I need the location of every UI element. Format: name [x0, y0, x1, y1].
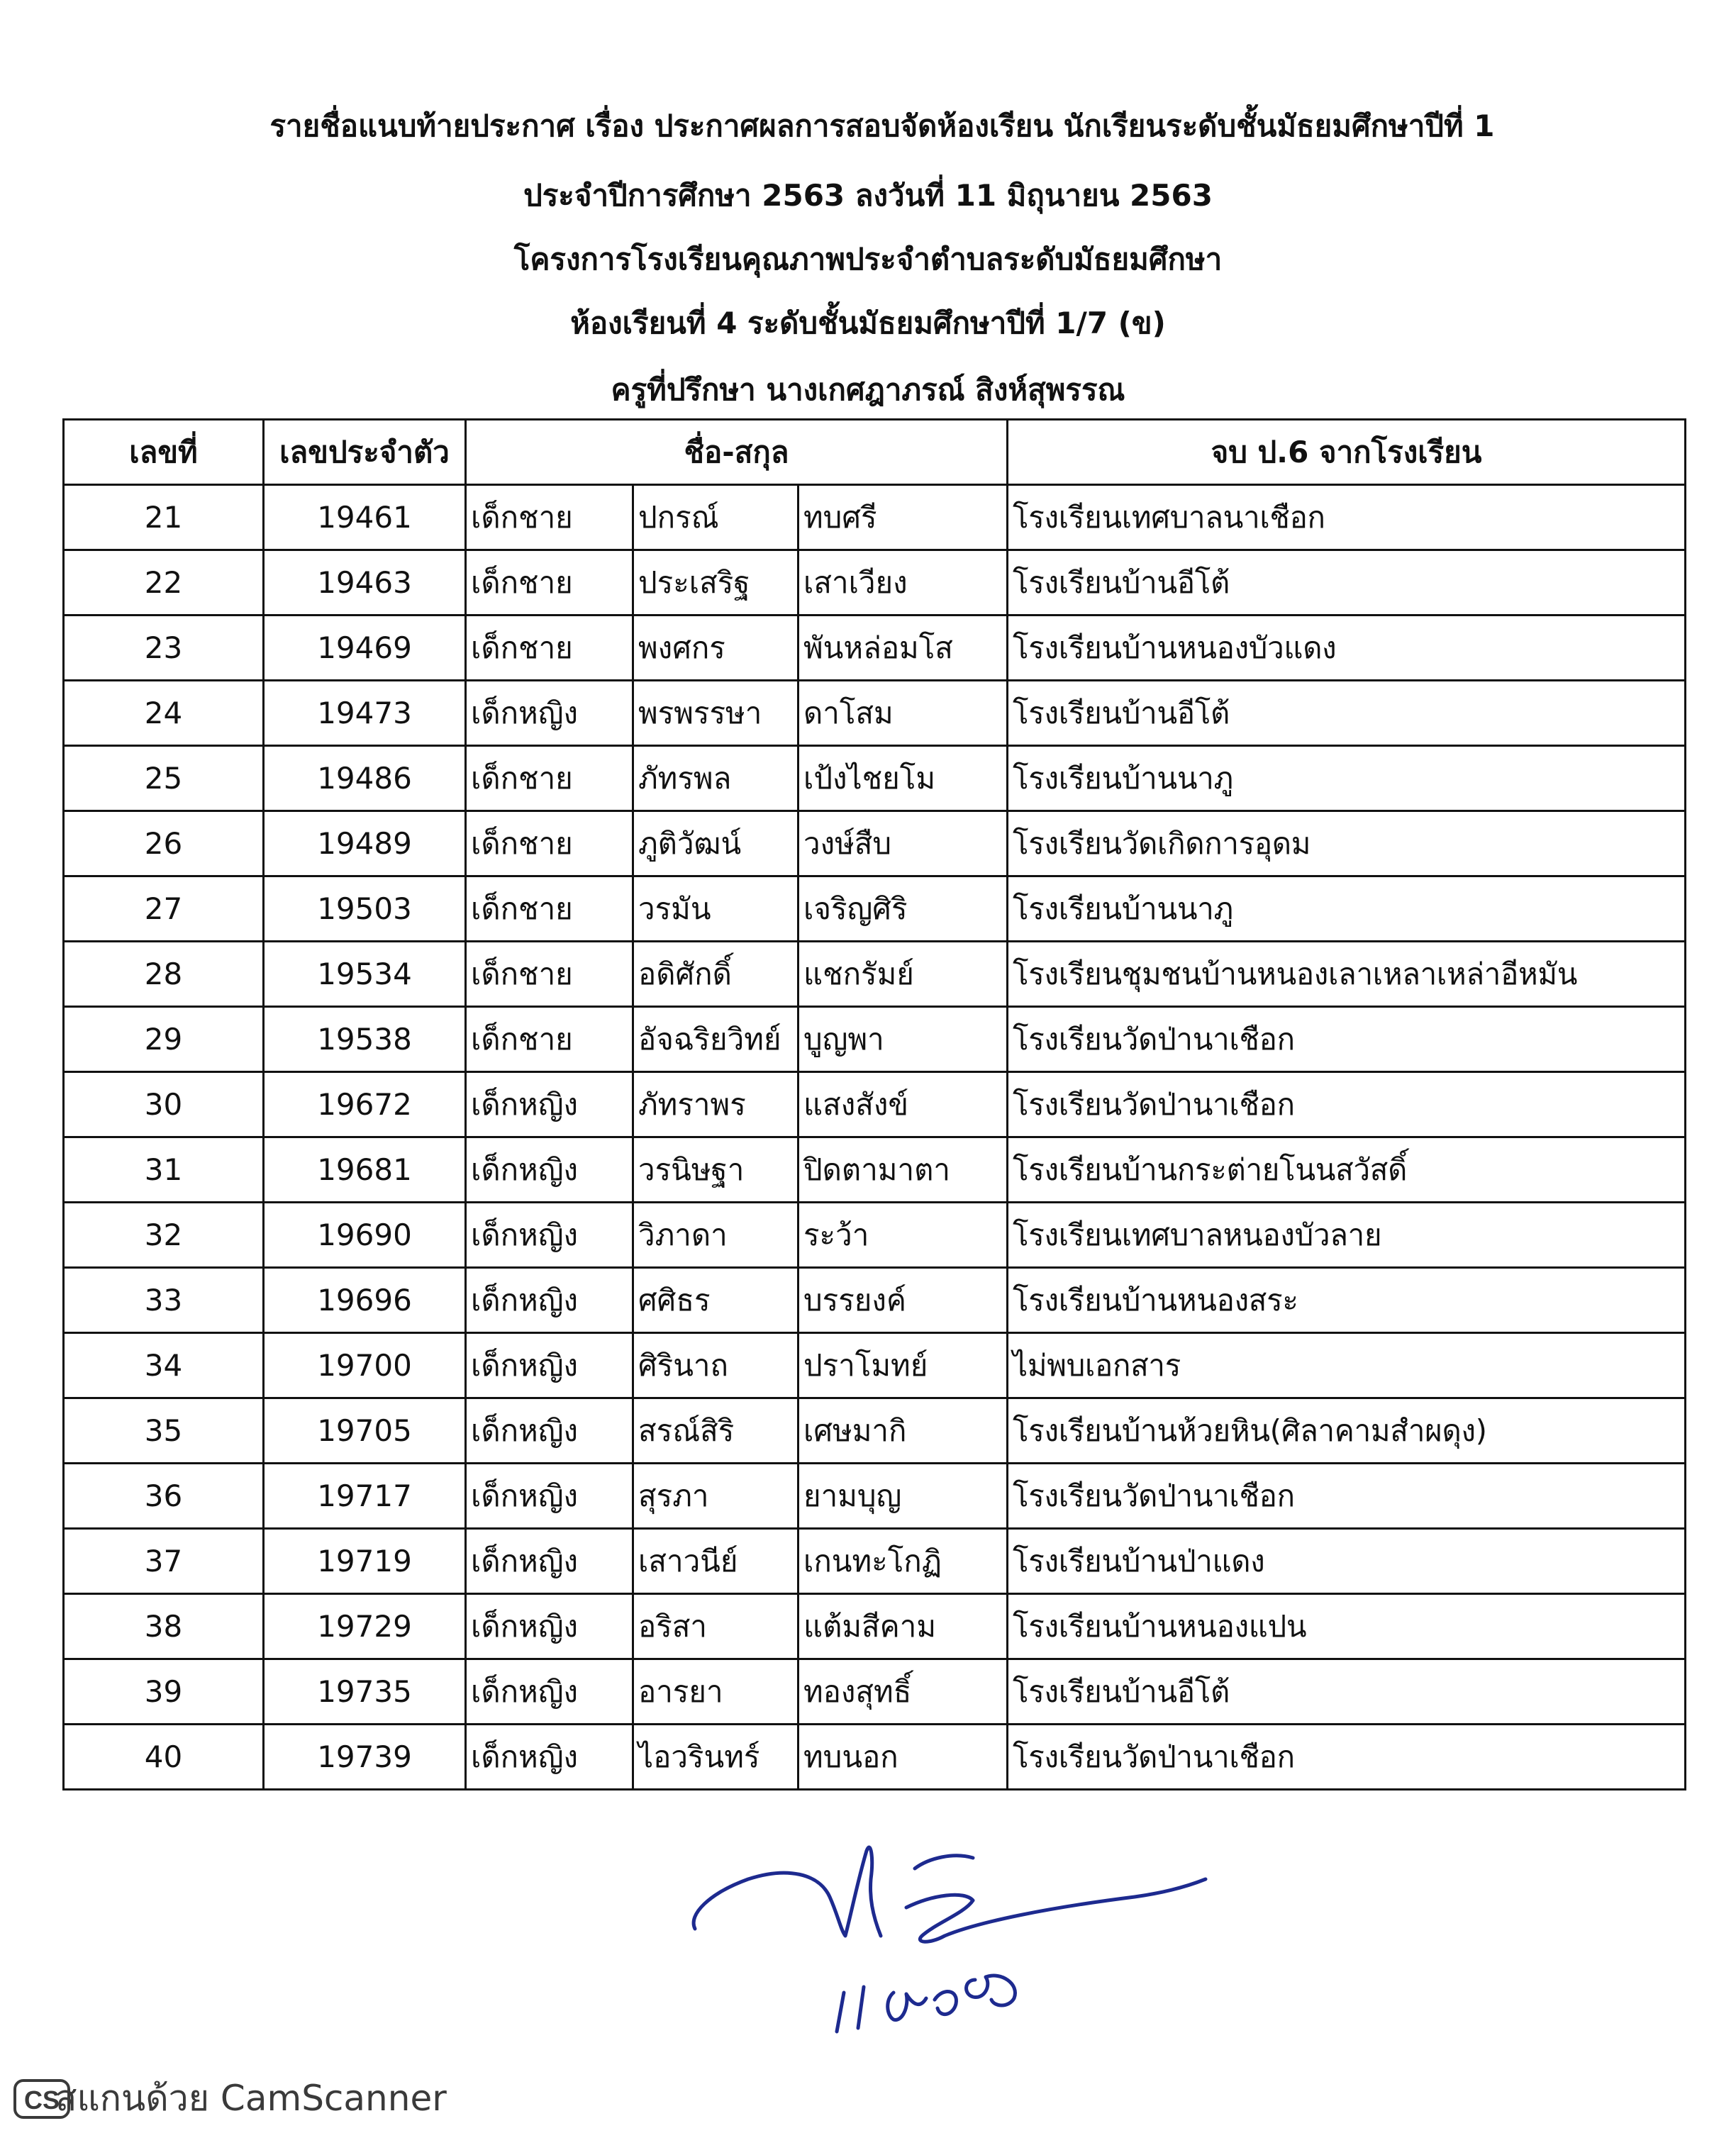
- cell-no: 28: [64, 942, 264, 1007]
- cell-title: เด็กหญิง: [466, 1398, 633, 1464]
- cell-title: เด็กหญิง: [466, 1333, 633, 1398]
- cell-student-id: 19473: [264, 681, 466, 746]
- table-row: [64, 1464, 1686, 1529]
- cell-no: 34: [64, 1333, 264, 1398]
- cell-school: โรงเรียนบ้านหนองสระ: [1008, 1268, 1686, 1333]
- cell-last-name: เศษมากิ: [799, 1398, 1008, 1464]
- cell-first-name: วรมัน: [633, 876, 799, 942]
- table-row: [64, 1203, 1686, 1268]
- cell-school: โรงเรียนชุมชนบ้านหนองเลาเหลาเหล่าอีหมัน: [1008, 942, 1686, 1007]
- cell-no: 31: [64, 1137, 264, 1203]
- cell-no: 23: [64, 616, 264, 681]
- cell-first-name: อัจฉริยวิทย์: [633, 1007, 799, 1072]
- cell-first-name: ภูติวัฒน์: [633, 811, 799, 876]
- cell-student-id: 19696: [264, 1268, 466, 1333]
- cell-first-name: พงศกร: [633, 616, 799, 681]
- cell-student-id: 19717: [264, 1464, 466, 1529]
- cell-title: เด็กชาย: [466, 1007, 633, 1072]
- cell-no: 29: [64, 1007, 264, 1072]
- table-row: [64, 1594, 1686, 1659]
- cell-last-name: ดาโสม: [799, 681, 1008, 746]
- cell-school: โรงเรียนบ้านอีโต้: [1008, 681, 1686, 746]
- cell-no: 32: [64, 1203, 264, 1268]
- cell-first-name: สุรภา: [633, 1464, 799, 1529]
- col-header-no: เลขที่: [64, 420, 264, 485]
- cell-title: เด็กหญิง: [466, 1268, 633, 1333]
- table-header-row: [64, 420, 1686, 485]
- cell-student-id: 19534: [264, 942, 466, 1007]
- cell-student-id: 19700: [264, 1333, 466, 1398]
- cell-last-name: แสงสังข์: [799, 1072, 1008, 1137]
- cell-school: โรงเรียนเทศบาลนาเชือก: [1008, 485, 1686, 550]
- cell-last-name: เกนทะโกฏิ: [799, 1529, 1008, 1594]
- cell-no: 40: [64, 1725, 264, 1790]
- table-row: [64, 1398, 1686, 1464]
- cell-last-name: บรรยงค์: [799, 1268, 1008, 1333]
- cell-no: 33: [64, 1268, 264, 1333]
- announcement-title: รายชื่อแนบท้ายประกาศ เรื่อง ประกาศผลการสอบจัดห้องเรียน นักเรียนระดับชั้นมัธยมศึกษาปีที่ 1: [269, 108, 1495, 143]
- cell-no: 35: [64, 1398, 264, 1464]
- cell-school: โรงเรียนวัดเกิดการอุดม: [1008, 811, 1686, 876]
- cell-last-name: บูญพา: [799, 1007, 1008, 1072]
- cell-school: โรงเรียนบ้านนาภู: [1008, 746, 1686, 811]
- col-header-name: ชื่อ-สกุล: [466, 420, 1008, 485]
- cell-no: 21: [64, 485, 264, 550]
- camscanner-watermark: สแกนด้วย CamScanner: [55, 2078, 447, 2119]
- cell-first-name: อริสา: [633, 1594, 799, 1659]
- cell-student-id: 19461: [264, 485, 466, 550]
- cell-school: โรงเรียนบ้านห้วยหิน(ศิลาคามสำผดุง): [1008, 1398, 1686, 1464]
- cell-school: โรงเรียนวัดป่านาเชือก: [1008, 1725, 1686, 1790]
- cell-student-id: 19469: [264, 616, 466, 681]
- cell-last-name: เสาเวียง: [799, 550, 1008, 616]
- cell-title: เด็กหญิง: [466, 1529, 633, 1594]
- cell-last-name: เป้งไชยโม: [799, 746, 1008, 811]
- table-row: [64, 811, 1686, 876]
- col-header-student-id: เลขประจำตัว: [264, 420, 466, 485]
- cell-first-name: ศศิธร: [633, 1268, 799, 1333]
- cell-title: เด็กหญิง: [466, 1464, 633, 1529]
- cell-title: เด็กหญิง: [466, 681, 633, 746]
- cell-title: เด็กหญิง: [466, 1137, 633, 1203]
- table-row: [64, 1659, 1686, 1725]
- cell-first-name: สรณ์สิริ: [633, 1398, 799, 1464]
- cell-first-name: วรนิษฐา: [633, 1137, 799, 1203]
- cell-student-id: 19538: [264, 1007, 466, 1072]
- cell-last-name: ทองสุทธิ์: [799, 1659, 1008, 1725]
- cell-last-name: วงษ์สืบ: [799, 811, 1008, 876]
- cell-first-name: อดิศักดิ์: [633, 942, 799, 1007]
- table-row: [64, 1268, 1686, 1333]
- svg-text:CS: CS: [23, 2085, 60, 2115]
- table-row: [64, 1137, 1686, 1203]
- cell-last-name: ทบนอก: [799, 1725, 1008, 1790]
- student-roster-table: [62, 418, 1686, 1791]
- cell-student-id: 19672: [264, 1072, 466, 1137]
- cell-student-id: 19463: [264, 550, 466, 616]
- table-row: [64, 485, 1686, 550]
- cell-student-id: 19503: [264, 876, 466, 942]
- cell-school: โรงเรียนบ้านนาภู: [1008, 876, 1686, 942]
- cell-no: 39: [64, 1659, 264, 1725]
- cell-school: โรงเรียนบ้านหนองบัวแดง: [1008, 616, 1686, 681]
- cell-title: เด็กหญิง: [466, 1072, 633, 1137]
- cell-first-name: ศิรินาถ: [633, 1333, 799, 1398]
- cell-school: โรงเรียนวัดป่านาเชือก: [1008, 1007, 1686, 1072]
- cell-school: โรงเรียนบ้านอีโต้: [1008, 1659, 1686, 1725]
- advisor-teacher: ครูที่ปรึกษา นางเกศฎาภรณ์ สิงห์สุพรรณ: [611, 372, 1125, 407]
- cell-school: โรงเรียนวัดป่านาเชือก: [1008, 1464, 1686, 1529]
- cell-first-name: ภัทรพล: [633, 746, 799, 811]
- table-row: [64, 1007, 1686, 1072]
- cell-title: เด็กชาย: [466, 811, 633, 876]
- cell-no: 36: [64, 1464, 264, 1529]
- cell-last-name: ปราโมทย์: [799, 1333, 1008, 1398]
- cell-student-id: 19729: [264, 1594, 466, 1659]
- cell-school: ไม่พบเอกสาร: [1008, 1333, 1686, 1398]
- table-row: [64, 1333, 1686, 1398]
- cell-no: 22: [64, 550, 264, 616]
- cell-student-id: 19681: [264, 1137, 466, 1203]
- cell-first-name: วิภาดา: [633, 1203, 799, 1268]
- cell-title: เด็กชาย: [466, 485, 633, 550]
- cell-school: โรงเรียนบ้านป่าแดง: [1008, 1529, 1686, 1594]
- cell-student-id: 19489: [264, 811, 466, 876]
- cell-title: เด็กชาย: [466, 616, 633, 681]
- cell-no: 24: [64, 681, 264, 746]
- table-row: [64, 876, 1686, 942]
- cell-title: เด็กหญิง: [466, 1659, 633, 1725]
- col-header-school: จบ ป.6 จากโรงเรียน: [1008, 420, 1686, 485]
- cell-school: โรงเรียนวัดป่านาเชือก: [1008, 1072, 1686, 1137]
- table-body: [64, 485, 1686, 1790]
- cell-title: เด็กชาย: [466, 876, 633, 942]
- cell-student-id: 19705: [264, 1398, 466, 1464]
- cell-title: เด็กชาย: [466, 746, 633, 811]
- cell-no: 26: [64, 811, 264, 876]
- cell-student-id: 19486: [264, 746, 466, 811]
- cell-title: เด็กชาย: [466, 550, 633, 616]
- cell-no: 37: [64, 1529, 264, 1594]
- cell-title: เด็กหญิง: [466, 1725, 633, 1790]
- cell-last-name: พันหล่อมโส: [799, 616, 1008, 681]
- table-row: [64, 550, 1686, 616]
- classroom-label: ห้องเรียนที่ 4 ระดับชั้นมัธยมศึกษาปีที่ 1/7 (ข): [570, 306, 1166, 340]
- cell-school: โรงเรียนบ้านกระต่ายโนนสวัสดิ์: [1008, 1137, 1686, 1203]
- cell-no: 27: [64, 876, 264, 942]
- cell-no: 38: [64, 1594, 264, 1659]
- cell-first-name: พรพรรษา: [633, 681, 799, 746]
- cell-title: เด็กชาย: [466, 942, 633, 1007]
- cell-first-name: ไอวรินทร์: [633, 1725, 799, 1790]
- cell-no: 25: [64, 746, 264, 811]
- cell-first-name: ภัทราพร: [633, 1072, 799, 1137]
- cell-title: เด็กหญิง: [466, 1203, 633, 1268]
- table-row: [64, 681, 1686, 746]
- cell-last-name: เจริญศิริ: [799, 876, 1008, 942]
- cell-student-id: 19719: [264, 1529, 466, 1594]
- table-row: [64, 1072, 1686, 1137]
- table-row: [64, 616, 1686, 681]
- cell-last-name: ทบศรี: [799, 485, 1008, 550]
- cell-school: โรงเรียนบ้านอีโต้: [1008, 550, 1686, 616]
- cell-last-name: ปิดตามาตา: [799, 1137, 1008, 1203]
- cell-no: 30: [64, 1072, 264, 1137]
- cell-school: โรงเรียนบ้านหนองแปน: [1008, 1594, 1686, 1659]
- cell-title: เด็กหญิง: [466, 1594, 633, 1659]
- cell-last-name: แชกรัมย์: [799, 942, 1008, 1007]
- cell-first-name: ประเสริฐ: [633, 550, 799, 616]
- table-row: [64, 1725, 1686, 1790]
- cell-first-name: ปกรณ์: [633, 485, 799, 550]
- cell-last-name: ยามบุญ: [799, 1464, 1008, 1529]
- cell-last-name: ระว้า: [799, 1203, 1008, 1268]
- project-name: โครงการโรงเรียนคุณภาพประจำตำบลระดับมัธยมศึกษา: [513, 242, 1223, 277]
- table-row: [64, 1529, 1686, 1594]
- table-row: [64, 942, 1686, 1007]
- cell-student-id: 19690: [264, 1203, 466, 1268]
- academic-year-date: ประจำปีการศึกษา 2563 ลงวันที่ 11 มิถุนายน 2563: [523, 178, 1213, 213]
- cell-student-id: 19739: [264, 1725, 466, 1790]
- table-row: [64, 746, 1686, 811]
- cell-school: โรงเรียนเทศบาลหนองบัวลาย: [1008, 1203, 1686, 1268]
- cell-last-name: แต้มสีคาม: [799, 1594, 1008, 1659]
- cell-first-name: เสาวนีย์: [633, 1529, 799, 1594]
- signature-mark: [681, 1830, 1220, 2035]
- cell-first-name: อารยา: [633, 1659, 799, 1725]
- cell-student-id: 19735: [264, 1659, 466, 1725]
